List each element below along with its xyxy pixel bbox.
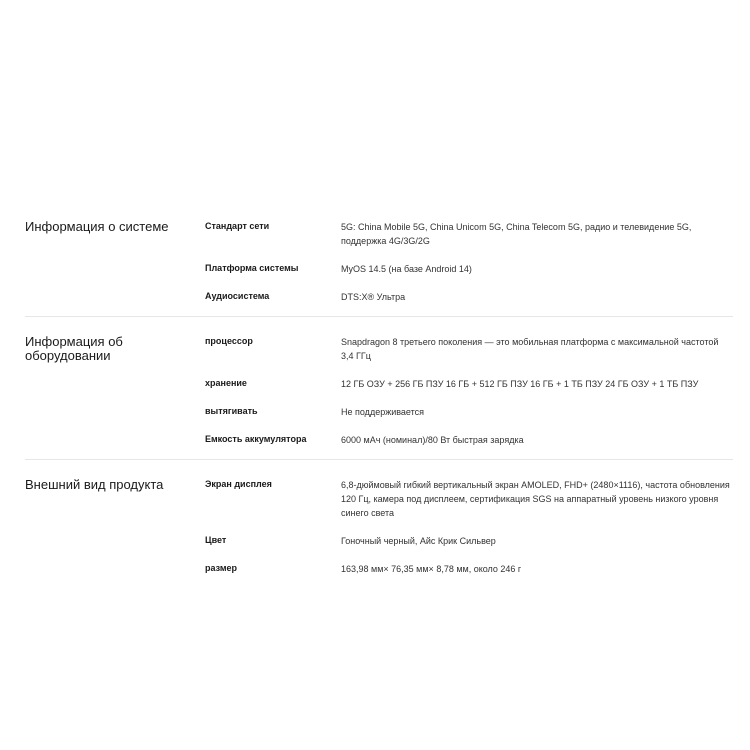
spec-row xyxy=(205,212,733,254)
spec-row xyxy=(205,369,733,397)
section-rows xyxy=(205,470,733,582)
spec-label: Стандарт сети xyxy=(205,221,270,231)
spec-value: 163,98 мм× 76,35 мм× 8,78 мм, около 246 г xyxy=(341,564,522,574)
section-appearance xyxy=(25,470,733,588)
spec-value: DTS:X® Ультра xyxy=(341,292,406,302)
spec-value: 6000 мАч (номинал)/80 Вт быстрая зарядка xyxy=(341,435,524,445)
spec-row xyxy=(205,554,733,582)
spec-table xyxy=(25,212,733,598)
spec-value: Snapdragon 8 третьего поколения — это мобильная платформа с максимальной частотой 3,4 ГГц xyxy=(341,337,719,361)
spec-row xyxy=(205,425,733,453)
spec-label: Платформа системы xyxy=(205,263,299,273)
spec-label: Емкость аккумулятора xyxy=(205,434,307,444)
section-rows xyxy=(205,327,733,453)
spec-row xyxy=(205,254,733,282)
spec-label: вытягивать xyxy=(205,406,258,416)
section-rows xyxy=(205,212,733,310)
spec-row xyxy=(205,397,733,425)
spec-label: Экран дисплея xyxy=(205,479,272,489)
spec-row xyxy=(205,470,733,526)
spec-value: Не поддерживается xyxy=(341,407,425,417)
spec-label: процессор xyxy=(205,336,253,346)
spec-value: 12 ГБ ОЗУ + 256 ГБ ПЗУ 16 ГБ + 512 ГБ ПЗУ 16 ГБ + 1 ТБ ПЗУ 24 ГБ ОЗУ + 1 ТБ ПЗУ xyxy=(341,379,699,389)
spec-value: MyOS 14.5 (на базе Android 14) xyxy=(341,264,472,274)
spec-label: хранение xyxy=(205,378,247,388)
section-hardware-info xyxy=(25,327,733,460)
section-system-info xyxy=(25,212,733,317)
spec-value: 5G: China Mobile 5G, China Unicom 5G, China Telecom 5G, радио и телевидение 5G, поддержка 4G/3G/2G xyxy=(341,222,692,246)
section-title: Информация об оборудовании xyxy=(25,334,123,363)
spec-label: Аудиосистема xyxy=(205,291,270,301)
spec-row xyxy=(205,282,733,310)
section-title: Информация о системе xyxy=(25,219,169,234)
spec-row xyxy=(205,327,733,369)
spec-label: Цвет xyxy=(205,535,227,545)
spec-value: Гоночный черный, Айс Крик Сильвер xyxy=(341,536,496,546)
spec-row xyxy=(205,526,733,554)
section-title: Внешний вид продукта xyxy=(25,477,164,492)
spec-value: 6,8-дюймовый гибкий вертикальный экран AMOLED, FHD+ (2480×1116), частота обновления 120 Гц, камера под дисплеем, сертификация SGS на аппаратный уровень низкого уровня синего света xyxy=(341,480,730,518)
spec-label: размер xyxy=(205,563,238,573)
